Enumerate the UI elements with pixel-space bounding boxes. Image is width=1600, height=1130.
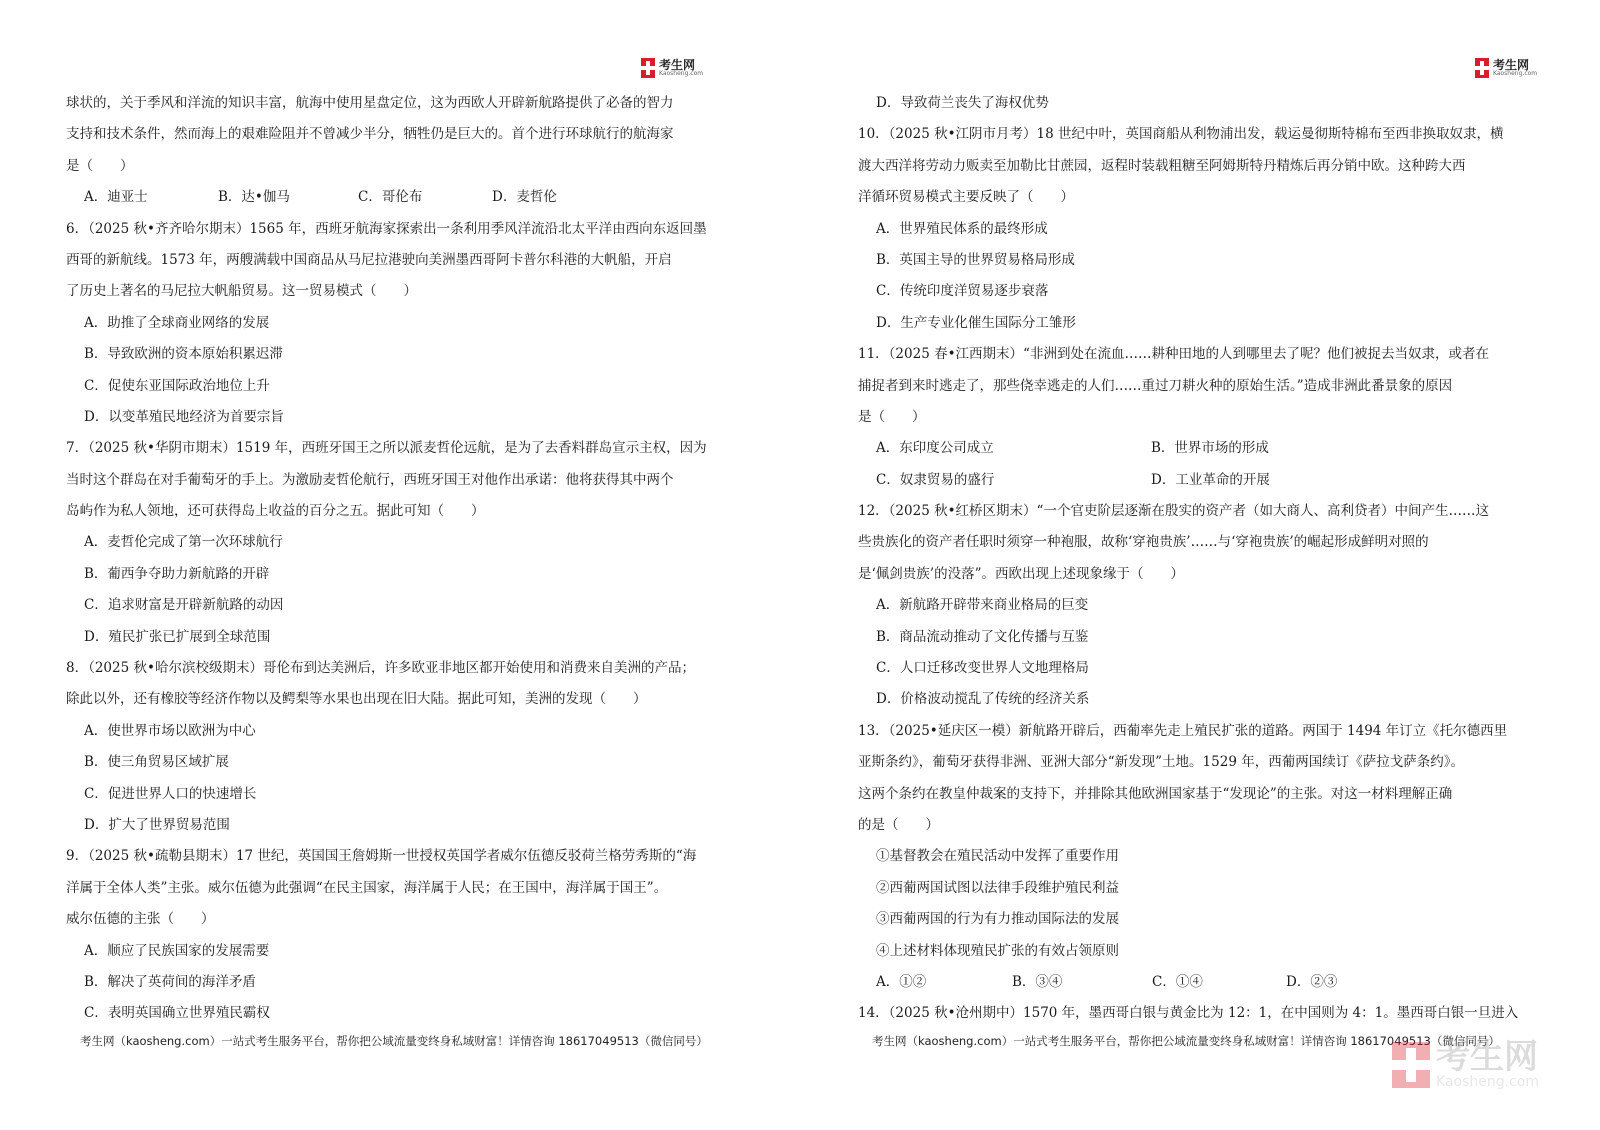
question-text: 威尔伍德的主张（ ） — [66, 911, 215, 928]
option-d: D．②③ — [1286, 973, 1338, 990]
option-b: B．世界市场的形成 — [1151, 440, 1269, 457]
option-row — [858, 433, 1548, 464]
option-a: A．新航路开辟带来商业格局的巨变 — [876, 597, 1089, 614]
logo-subtext: Kaosheng.com — [659, 70, 704, 77]
option-a: A．世界殖民体系的最终形成 — [876, 220, 1048, 237]
option-a: A．东印度公司成立 — [876, 440, 994, 457]
logo-text: 考生网 — [1493, 58, 1530, 72]
logo-text: 考生网 — [659, 58, 696, 72]
watermark-text: 考生网 — [1436, 1037, 1538, 1077]
question-text: 洋属于全体人类”主张。威尔伍德为此强调“在民主国家，海洋属于人民；在王国中，海洋属于国王”。 — [66, 879, 668, 896]
question-text: 6．（2025 秋•齐齐哈尔期末）1565 年，西班牙航海家探索出一条利用季风洋流沿北太平洋由西向东返回墨 — [66, 220, 707, 237]
left-page — [66, 0, 786, 1130]
option-a: A．顺应了民族国家的发展需要 — [84, 942, 270, 959]
question-text: 的是（ ） — [858, 816, 939, 833]
question-text: 是‘佩剑贵族’的没落”。西欧出现上述现象缘于（ ） — [858, 565, 1184, 582]
question-text: 岛屿作为私人领地，还可获得岛上收益的百分之五。据此可知（ ） — [66, 503, 485, 520]
question-text: 亚斯条约》，葡萄牙获得非洲、亚洲大部分“新发现”土地。1529 年，西葡两国续订《萨拉戈萨条约》。 — [858, 754, 1464, 771]
option-d: D．价格波动搅乱了传统的经济关系 — [876, 691, 1090, 708]
question-text: 捕捉者到来时逃走了，那些侥幸逃走的人们……重过刀耕火种的原始生活。”造成非洲此番景象的原因 — [858, 377, 1453, 394]
question-text: 是（ ） — [66, 157, 134, 174]
question-text: 西哥的新航线。1573 年，两艘满载中国商品从马尼拉港驶向美洲墨西哥阿卡普尔科港的大帆船，开启 — [66, 251, 672, 268]
page-footer: 考生网（kaosheng.com）一站式考生服务平台，帮你把公域流量变终身私域财富！详情咨询 18617049513（微信同号） — [872, 1034, 1500, 1048]
option-b: B．英国主导的世界贸易格局形成 — [876, 251, 1075, 268]
option-a: A．①② — [876, 973, 927, 990]
statement-item: ③西葡两国的行为有力推动国际法的发展 — [876, 911, 1119, 928]
option-d: D．扩大了世界贸易范围 — [84, 816, 230, 833]
right-content — [858, 88, 1548, 1030]
option-a: A．使世界市场以欧洲为中心 — [84, 722, 256, 739]
kaosheng-logo — [1475, 58, 1537, 78]
option-c: C．促进世界人口的快速增长 — [84, 785, 257, 802]
option-b: B．解决了英荷间的海洋矛盾 — [84, 973, 256, 990]
question-text: 11．（2025 春•江西期末）“非洲到处在流血……耕种田地的人到哪里去了呢？他们被捉去当奴隶，或者在 — [858, 346, 1489, 363]
question-text: 渡大西洋将劳动力贩卖至加勒比甘蔗园，返程时装载粗糖至阿姆斯特丹精炼后再分销中欧。这种跨大西 — [858, 157, 1466, 174]
statement-item: ①基督教会在殖民活动中发挥了重要作用 — [876, 848, 1119, 865]
option-d: D．以变革殖民地经济为首要宗旨 — [84, 408, 284, 425]
logo-subtext: Kaosheng.com — [1493, 70, 1538, 77]
question-text: 9．（2025 秋•疏勒县期末）17 世纪，英国国王詹姆斯一世授权英国学者威尔伍德反驳荷兰格劳秀斯的“海 — [66, 848, 697, 865]
kaosheng-logo — [641, 58, 703, 78]
option-c: C．奴隶贸易的盛行 — [876, 471, 995, 488]
question-text: 除此以外，还有橡胶等经济作物以及鳄梨等水果也出现在旧大陆。据此可知，美洲的发现（ ） — [66, 691, 647, 708]
option-c: C．促使东亚国际政治地位上升 — [84, 377, 270, 394]
option-row — [66, 182, 786, 213]
question-text: 支持和技术条件，然而海上的艰难险阻并不曾减少半分，牺牲仍是巨大的。首个进行环球航行的航海家 — [66, 126, 674, 143]
question-text: 当时这个群岛在对手葡萄牙的手上。为激励麦哲伦航行，西班牙国王对他作出承诺：他将获得其中两个 — [66, 471, 674, 488]
option-b: B．使三角贸易区域扩展 — [84, 754, 229, 771]
option-c: C．哥伦布 — [358, 189, 423, 206]
kaosheng-watermark — [1392, 1037, 1539, 1090]
option-row — [858, 465, 1548, 496]
question-text: 了历史上著名的马尼拉大帆船贸易。这一贸易模式（ ） — [66, 283, 417, 300]
option-d: D．导致荷兰丧失了海权优势 — [876, 95, 1049, 111]
option-d: D．麦哲伦 — [492, 189, 557, 206]
option-c: C．人口迁移改变世界人文地理格局 — [876, 660, 1089, 677]
statement-item: ②西葡两国试图以法律手段维护殖民利益 — [876, 879, 1119, 896]
option-a: A．迪亚士 — [84, 189, 148, 206]
kaosheng-watermark-icon — [1392, 1042, 1430, 1088]
option-d: D．殖民扩张已扩展到全球范围 — [84, 628, 271, 645]
kaosheng-logo-icon — [641, 58, 655, 78]
page-footer: 考生网（kaosheng.com）一站式考生服务平台，帮你把公域流量变终身私域财富！详情咨询 18617049513（微信同号） — [80, 1034, 708, 1048]
question-text: 7．（2025 秋•华阴市期末）1519 年，西班牙国王之所以派麦哲伦远航，是为了去香料群岛宣示主权，因为 — [66, 440, 707, 457]
question-text: 洋循环贸易模式主要反映了（ ） — [858, 189, 1074, 206]
option-d: D．生产专业化催生国际分工雏形 — [876, 314, 1076, 331]
option-b: B．达•伽马 — [218, 189, 290, 206]
question-text: 这两个条约在教皇仲裁案的支持下，并排除其他欧洲国家基于“发现论”的主张。对这一材料理解正确 — [858, 785, 1453, 802]
option-d: D．工业革命的开展 — [1151, 471, 1270, 488]
option-row — [858, 967, 1548, 998]
statement-item: ④上述材料体现殖民扩张的有效占领原则 — [876, 942, 1119, 959]
question-text: 些贵族化的资产者任职时须穿一种袍服，故称‘穿袍贵族’……与‘穿袍贵族’的崛起形成鲜明对照的 — [858, 534, 1429, 551]
option-c: C．传统印度洋贸易逐步衰落 — [876, 283, 1049, 300]
option-b: B．导致欧洲的资本原始积累迟滞 — [84, 346, 283, 363]
question-text: 是（ ） — [858, 408, 926, 425]
question-text: 12．（2025 秋•红桥区期末）“一个官吏阶层逐渐在殷实的资产者（如大商人、高利贷者）中间产生……这 — [858, 503, 1489, 520]
question-text: 14．（2025 秋•沧州期中）1570 年，墨西哥白银与黄金比为 12：1，在中国则为 4：1。墨西哥白银一旦进入 — [858, 1005, 1519, 1022]
question-text: 球状的，关于季风和洋流的知识丰富，航海中使用星盘定位，这为西欧人开辟新航路提供了必备的智力 — [66, 95, 674, 111]
option-b: B．③④ — [1012, 973, 1063, 990]
question-text: 13．（2025•延庆区一模）新航路开辟后，西葡率先走上殖民扩张的道路。两国于 1494 年订立《托尔德西里 — [858, 722, 1508, 739]
watermark-subtext: Kaosheng.com — [1436, 1074, 1539, 1090]
option-a: A．助推了全球商业网络的发展 — [84, 314, 270, 331]
option-c: C．追求财富是开辟新航路的动因 — [84, 597, 284, 614]
option-c: C．①④ — [1152, 973, 1203, 990]
option-c: C．表明英国确立世界殖民霸权 — [84, 1005, 270, 1022]
question-text: 10．（2025 秋•江阴市月考）18 世纪中叶，英国商船从利物浦出发，载运曼彻斯特棉布至西非换取奴隶，横 — [858, 126, 1504, 143]
question-text: 8．（2025 秋•哈尔滨校级期末）哥伦布到达美洲后，许多欧亚非地区都开始使用和消费来自美洲的产品； — [66, 660, 695, 677]
option-b: B．商品流动推动了文化传播与互鉴 — [876, 628, 1089, 645]
kaosheng-logo-icon — [1475, 58, 1489, 78]
right-page — [858, 0, 1548, 1130]
left-content — [66, 88, 786, 1030]
option-a: A．麦哲伦完成了第一次环球航行 — [84, 534, 283, 551]
option-b: B．葡西争夺助力新航路的开辟 — [84, 565, 270, 582]
